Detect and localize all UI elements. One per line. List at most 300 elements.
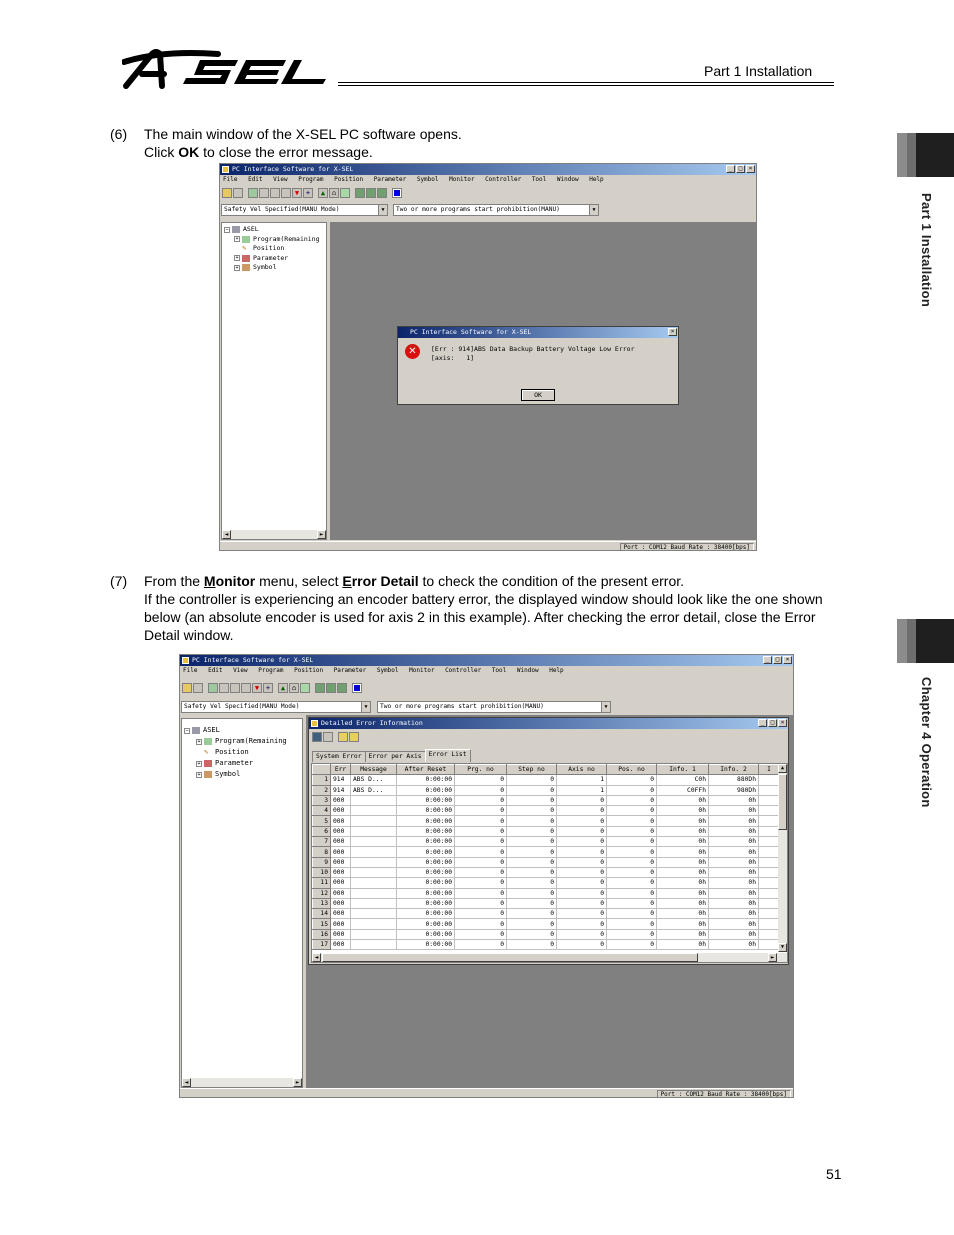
menu-view[interactable]: View	[233, 667, 248, 674]
table-row[interactable]	[313, 878, 780, 888]
table-cell: 0	[507, 775, 557, 785]
menu-file[interactable]: File	[223, 176, 238, 183]
chevron-down-icon[interactable]: ▼	[361, 702, 370, 712]
menu-window[interactable]: Window	[556, 176, 579, 183]
parameter-icon[interactable]	[230, 683, 240, 693]
table-row[interactable]	[313, 775, 780, 785]
column-header[interactable]: Pos. no	[607, 765, 657, 775]
toolbar	[182, 681, 362, 695]
table-cell: 0h	[709, 857, 759, 867]
scroll-down-icon[interactable]: ▼	[778, 943, 787, 952]
table-cell: 0	[557, 878, 607, 888]
menu-controller[interactable]: Controller	[445, 667, 482, 674]
maximize-button[interactable]: □	[768, 719, 777, 727]
emergency-stop-icon[interactable]	[392, 188, 402, 198]
stop-icon[interactable]	[233, 188, 243, 198]
table-cell: 0	[455, 826, 507, 836]
home-icon[interactable]: ⌂	[289, 683, 299, 693]
asel-logo	[122, 48, 344, 90]
maximize-button[interactable]: □	[736, 165, 745, 173]
table-row[interactable]	[313, 909, 780, 919]
table-row[interactable]	[313, 826, 780, 836]
error-list-table	[312, 764, 780, 950]
table-cell: 0	[607, 888, 657, 898]
table-cell: 000	[331, 837, 351, 847]
table-row[interactable]	[313, 857, 780, 867]
tree-item-parameter[interactable]: + Parameter	[197, 759, 253, 767]
tree-item-position[interactable]: ✎ Position	[204, 748, 249, 756]
maximize-button[interactable]: □	[773, 656, 782, 664]
table-row[interactable]	[313, 837, 780, 847]
table-cell-empty	[759, 867, 780, 877]
row-index-cell: 5	[313, 816, 331, 826]
error-message: [Err : 914]ABS Data Backup Battery Voltage Low Error [axis: 1]	[431, 345, 635, 362]
row-index-cell: 12	[313, 888, 331, 898]
table-row[interactable]	[313, 806, 780, 816]
table-row[interactable]	[313, 888, 780, 898]
menu-program[interactable]: Program	[298, 176, 324, 183]
table-cell: 0	[607, 909, 657, 919]
step-7-number: (7)	[110, 573, 128, 589]
table-cell: 0	[507, 795, 557, 805]
status-bar	[180, 1088, 793, 1098]
close-button[interactable]: ×	[778, 719, 787, 727]
table-cell: 0	[455, 795, 507, 805]
table-cell: 0	[455, 816, 507, 826]
table-cell: 0	[557, 857, 607, 867]
table-row[interactable]	[313, 847, 780, 857]
download-icon[interactable]: ▼	[292, 188, 302, 198]
table-cell	[351, 898, 397, 908]
main-window-titlebar: PC Interface Software for X-SEL _ □ ×	[180, 655, 793, 666]
table-cell: 0	[607, 806, 657, 816]
menu-tool[interactable]: Tool	[531, 176, 547, 183]
table-cell: 0h	[709, 837, 759, 847]
table-cell-empty	[759, 847, 780, 857]
table-row[interactable]	[313, 816, 780, 826]
menu-file[interactable]: File	[183, 667, 198, 674]
table-cell: 0	[507, 847, 557, 857]
table-cell: 0	[557, 806, 607, 816]
table-cell: 0:00:00	[397, 940, 455, 950]
header-part-title: Part 1 Installation	[704, 63, 813, 79]
home-icon[interactable]: ⌂	[329, 188, 339, 198]
table-cell: 0	[455, 878, 507, 888]
table-cell: 0	[557, 826, 607, 836]
minimize-button[interactable]: _	[763, 656, 772, 664]
table-row[interactable]	[313, 795, 780, 805]
tree-item-program[interactable]: + Program(Remaining	[235, 234, 320, 243]
table-cell: 0	[607, 878, 657, 888]
save-icon[interactable]	[312, 732, 322, 742]
table-cell: 914	[331, 775, 351, 785]
table-cell: 0:00:00	[397, 785, 455, 795]
table-cell: 0	[607, 826, 657, 836]
table-cell: 0	[607, 929, 657, 939]
table-cell: 0	[455, 867, 507, 877]
step-7-paragraph: If the controller is experiencing an encoder battery error, the displayed window should look like the one shown below (an absolute encoder is used for axis 2 in this example). After checking the error detail, close the Error Detail window.	[144, 591, 823, 643]
table-cell-empty	[759, 940, 780, 950]
table-cell	[351, 826, 397, 836]
table-cell: 0	[557, 898, 607, 908]
table-cell: 0:00:00	[397, 857, 455, 867]
monitor2-icon[interactable]	[366, 188, 376, 198]
table-cell: ABS D...	[351, 785, 397, 795]
emergency-stop-icon[interactable]	[352, 683, 362, 693]
table-cell: 0:00:00	[397, 898, 455, 908]
status-bar	[220, 541, 756, 551]
column-header[interactable]: Info. 2	[709, 765, 759, 775]
table-header-row	[313, 765, 780, 775]
menu-tool[interactable]: Tool	[491, 667, 507, 674]
row-index-cell: 14	[313, 909, 331, 919]
table-cell: 0h	[709, 826, 759, 836]
row-index-cell: 2	[313, 785, 331, 795]
scroll-left-icon[interactable]: ◄	[222, 530, 231, 539]
flag-icon[interactable]	[300, 683, 310, 693]
table-cell: 0h	[709, 816, 759, 826]
table-cell: 0	[455, 888, 507, 898]
row-index-cell: 10	[313, 867, 331, 877]
table-cell: 0	[507, 867, 557, 877]
table-cell: 0h	[709, 898, 759, 908]
table-cell: 0h	[657, 847, 709, 857]
table-cell: 0	[455, 909, 507, 919]
table-cell: 0	[507, 837, 557, 847]
dialog-close-button[interactable]: ×	[668, 328, 677, 336]
stop-icon[interactable]	[193, 683, 203, 693]
tree-item-symbol[interactable]: + Symbol	[235, 263, 277, 271]
menu-bar	[180, 666, 793, 676]
minimize-button[interactable]: _	[726, 165, 735, 173]
program-icon[interactable]	[208, 683, 218, 693]
table-cell: 0	[455, 775, 507, 785]
table-cell: 0	[507, 826, 557, 836]
table-cell: 0:00:00	[397, 867, 455, 877]
parameter-icon[interactable]	[270, 188, 280, 198]
edit-icon[interactable]	[219, 683, 229, 693]
table-cell	[351, 816, 397, 826]
cross-icon[interactable]: +	[303, 188, 313, 198]
table-cell: 0	[607, 940, 657, 950]
column-header[interactable]: Message	[351, 765, 397, 775]
table-cell: 0h	[709, 878, 759, 888]
table-cell: 000	[331, 940, 351, 950]
monitor-icon[interactable]	[355, 188, 365, 198]
table-cell-empty	[759, 795, 780, 805]
error-dialog-titlebar: PC Interface Software for X-SEL ×	[398, 327, 678, 338]
table-cell: 0h	[657, 929, 709, 939]
error-detail-window	[308, 717, 789, 965]
tree-root[interactable]: − ASEL	[185, 726, 220, 734]
menu-controller[interactable]: Controller	[485, 176, 522, 183]
h-scroll-thumb[interactable]	[322, 953, 698, 962]
table-cell: 0	[607, 837, 657, 847]
table-cell: 0h	[709, 919, 759, 929]
row-index-cell: 4	[313, 806, 331, 816]
tree-item-program[interactable]: + Program(Remaining	[197, 737, 287, 745]
table-cell	[351, 837, 397, 847]
table-cell: 914	[331, 785, 351, 795]
scroll-up-icon[interactable]: ▲	[778, 764, 787, 773]
table-cell-empty	[759, 826, 780, 836]
main-window-screenshot	[219, 163, 757, 551]
table-cell: 0	[557, 919, 607, 929]
program-icon[interactable]	[248, 188, 258, 198]
table-cell: 0	[607, 898, 657, 908]
table-cell: 000	[331, 806, 351, 816]
side-tab-part1	[897, 133, 954, 177]
scroll-left-icon[interactable]: ◄	[312, 953, 321, 962]
table-cell: 000	[331, 867, 351, 877]
tree-view	[224, 225, 320, 273]
table-cell: 0h	[657, 826, 709, 836]
table-cell: 0	[507, 909, 557, 919]
table-cell: 0h	[657, 837, 709, 847]
open-icon[interactable]	[182, 683, 192, 693]
table-cell: 1	[557, 785, 607, 795]
table-cell	[351, 878, 397, 888]
table-row[interactable]	[313, 929, 780, 939]
header-rule	[338, 82, 834, 88]
tab-error-list[interactable]: Error List	[425, 749, 471, 762]
table-cell: 0	[507, 806, 557, 816]
table-cell: 000	[331, 795, 351, 805]
tab-error-per-axis[interactable]: Error per Axis	[365, 751, 426, 762]
clear-icon[interactable]	[349, 732, 359, 742]
close-button[interactable]: ×	[746, 165, 755, 173]
chevron-down-icon[interactable]: ▼	[589, 205, 598, 215]
row-index-cell: 3	[313, 795, 331, 805]
menu-edit[interactable]: Edit	[248, 176, 263, 183]
table-cell: 000	[331, 929, 351, 939]
scroll-right-icon[interactable]: ►	[293, 1078, 302, 1087]
table-cell: 0:00:00	[397, 806, 455, 816]
side-label-part1: Part 1 Installation	[919, 193, 934, 308]
table-cell: 0	[455, 929, 507, 939]
row-index-cell: 17	[313, 940, 331, 950]
table-cell: 0h	[709, 888, 759, 898]
table-row[interactable]	[313, 898, 780, 908]
table-cell: 0	[455, 806, 507, 816]
table-cell-empty	[759, 857, 780, 867]
tree-panel	[181, 718, 303, 1088]
table-cell: 0	[507, 898, 557, 908]
start-prohibition-combo[interactable]: Two or more programs start prohibition(MANU) ▼	[377, 701, 611, 713]
menu-program[interactable]: Program	[258, 667, 284, 674]
tree-item-position[interactable]: ✎ Position	[242, 244, 285, 253]
menu-parameter[interactable]: Parameter	[373, 176, 407, 183]
table-cell	[351, 919, 397, 929]
table-cell: 000	[331, 909, 351, 919]
monitor3-icon[interactable]	[337, 683, 347, 693]
table-cell: 000	[331, 888, 351, 898]
column-header[interactable]: Prg. no	[455, 765, 507, 775]
column-header[interactable]: Err	[331, 765, 351, 775]
table-cell: 880Dh	[709, 775, 759, 785]
refresh-icon[interactable]	[338, 732, 348, 742]
cross-icon[interactable]: +	[263, 683, 273, 693]
download-icon[interactable]: ▼	[252, 683, 262, 693]
menu-symbol[interactable]: Symbol	[416, 176, 439, 183]
table-cell: 0h	[709, 795, 759, 805]
error-icon: ✕	[405, 344, 420, 359]
table-cell: 0	[507, 878, 557, 888]
table-cell: 0:00:00	[397, 929, 455, 939]
monitor2-icon[interactable]	[326, 683, 336, 693]
table-cell: 0	[557, 867, 607, 877]
column-header[interactable]: Info. 1	[657, 765, 709, 775]
menu-parameter[interactable]: Parameter	[333, 667, 367, 674]
table-cell: 0h	[657, 919, 709, 929]
error-dialog	[397, 326, 679, 405]
table-cell: 0	[507, 816, 557, 826]
table-cell: 0	[557, 909, 607, 919]
upload-icon[interactable]: ▲	[318, 188, 328, 198]
table-cell: 0	[507, 888, 557, 898]
table-cell: 0:00:00	[397, 775, 455, 785]
menu-symbol[interactable]: Symbol	[376, 667, 399, 674]
table-cell: 0h	[709, 909, 759, 919]
table-row[interactable]	[313, 867, 780, 877]
error-tabs	[312, 751, 470, 762]
menu-window[interactable]: Window	[516, 667, 539, 674]
table-cell: 0	[455, 785, 507, 795]
monitor-icon[interactable]	[315, 683, 325, 693]
chevron-down-icon[interactable]: ▼	[601, 702, 610, 712]
table-cell	[351, 847, 397, 857]
safety-mode-combo[interactable]: Safety Vel Specified(MANU Mode) ▼	[181, 701, 371, 713]
menu-monitor[interactable]: Monitor	[409, 667, 435, 674]
column-header[interactable]: After Reset	[397, 765, 455, 775]
table-cell	[351, 867, 397, 877]
table-cell: 0:00:00	[397, 919, 455, 929]
tree-item-parameter[interactable]: + Parameter	[235, 253, 289, 262]
safety-mode-combo[interactable]: Safety Vel Specified(MANU Mode) ▼	[221, 204, 388, 216]
start-prohibition-combo[interactable]: Two or more programs start prohibition(MANU) ▼	[393, 204, 599, 216]
table-cell: 000	[331, 816, 351, 826]
table-cell-empty	[759, 888, 780, 898]
error-list-panel	[311, 763, 788, 963]
symbol-icon[interactable]	[241, 683, 251, 693]
upload-icon[interactable]: ▲	[278, 683, 288, 693]
table-cell: 0	[607, 919, 657, 929]
tree-panel	[221, 222, 327, 540]
scroll-right-icon[interactable]: ►	[317, 530, 326, 539]
menu-help[interactable]: Help	[549, 667, 564, 674]
side-tab-chapter4	[897, 619, 954, 663]
table-cell: 0	[507, 785, 557, 795]
menu-bar	[220, 175, 756, 185]
table-cell: 0:00:00	[397, 795, 455, 805]
table-cell: 0	[557, 837, 607, 847]
table-cell: 0h	[709, 929, 759, 939]
menu-help[interactable]: Help	[589, 176, 604, 183]
column-header[interactable]: Axis no	[557, 765, 607, 775]
scroll-left-icon[interactable]: ◄	[182, 1078, 191, 1087]
step-6-number: (6)	[110, 126, 128, 142]
tree-root[interactable]: − ASEL	[225, 225, 259, 233]
table-cell: 0h	[709, 867, 759, 877]
table-cell: 0:00:00	[397, 888, 455, 898]
table-row[interactable]	[313, 940, 780, 950]
table-cell: 000	[331, 898, 351, 908]
tree-hscrollbar[interactable]	[182, 1077, 302, 1087]
minimize-button[interactable]: _	[758, 719, 767, 727]
table-cell	[351, 940, 397, 950]
table-cell-empty	[759, 929, 780, 939]
menu-position[interactable]: Position	[334, 176, 364, 183]
error-detail-toolbar	[312, 730, 359, 744]
table-cell: 0h	[657, 857, 709, 867]
table-cell-empty	[759, 898, 780, 908]
table-cell: 0:00:00	[397, 837, 455, 847]
table-cell: 0	[455, 837, 507, 847]
table-cell: 0h	[657, 806, 709, 816]
scroll-thumb[interactable]	[778, 774, 787, 830]
column-header[interactable]: Step no	[507, 765, 557, 775]
table-cell	[351, 806, 397, 816]
table-row[interactable]	[313, 919, 780, 929]
open-icon[interactable]	[222, 188, 232, 198]
menu-monitor[interactable]: Monitor	[449, 176, 475, 183]
table-cell	[351, 888, 397, 898]
table-cell: C0FFh	[657, 785, 709, 795]
edit-icon[interactable]	[259, 188, 269, 198]
table-cell	[351, 795, 397, 805]
row-index-cell: 8	[313, 847, 331, 857]
menu-edit[interactable]: Edit	[208, 667, 223, 674]
symbol-icon[interactable]	[281, 188, 291, 198]
table-cell: 0:00:00	[397, 909, 455, 919]
status-port: Port : COM12 Baud Rate : 38400[bps]	[657, 1090, 791, 1098]
error-list-vscrollbar[interactable]	[778, 764, 787, 952]
row-index-cell: 15	[313, 919, 331, 929]
table-cell: 0h	[657, 898, 709, 908]
menu-view[interactable]: View	[273, 176, 288, 183]
table-cell: 0	[607, 775, 657, 785]
table-cell-empty	[759, 878, 780, 888]
error-list-hscrollbar[interactable]	[312, 952, 787, 962]
table-cell: 0	[557, 847, 607, 857]
app-icon	[182, 657, 189, 664]
side-label-chapter4: Chapter 4 Operation	[919, 677, 934, 808]
table-row[interactable]	[313, 785, 780, 795]
tree-hscrollbar[interactable]	[222, 529, 326, 539]
table-cell: 0h	[657, 795, 709, 805]
table-cell: 0h	[709, 940, 759, 950]
menu-position[interactable]: Position	[294, 667, 324, 674]
table-cell: 0h	[657, 888, 709, 898]
chevron-down-icon[interactable]: ▼	[378, 205, 387, 215]
table-cell: 0	[507, 857, 557, 867]
close-button[interactable]: ×	[783, 656, 792, 664]
column-header[interactable]: I	[759, 765, 780, 775]
monitor3-icon[interactable]	[377, 188, 387, 198]
tree-item-symbol[interactable]: + Symbol	[197, 770, 241, 778]
table-cell: 0:00:00	[397, 847, 455, 857]
flag-icon[interactable]	[340, 188, 350, 198]
tab-system-error[interactable]: System Error	[312, 751, 366, 762]
table-cell: 000	[331, 878, 351, 888]
table-cell: 0h	[709, 847, 759, 857]
ok-button[interactable]: OK	[521, 389, 555, 401]
scroll-right-icon[interactable]: ►	[768, 953, 777, 962]
table-cell: 000	[331, 919, 351, 929]
table-cell: 0	[507, 940, 557, 950]
print-icon[interactable]	[323, 732, 333, 742]
table-cell: 0:00:00	[397, 816, 455, 826]
